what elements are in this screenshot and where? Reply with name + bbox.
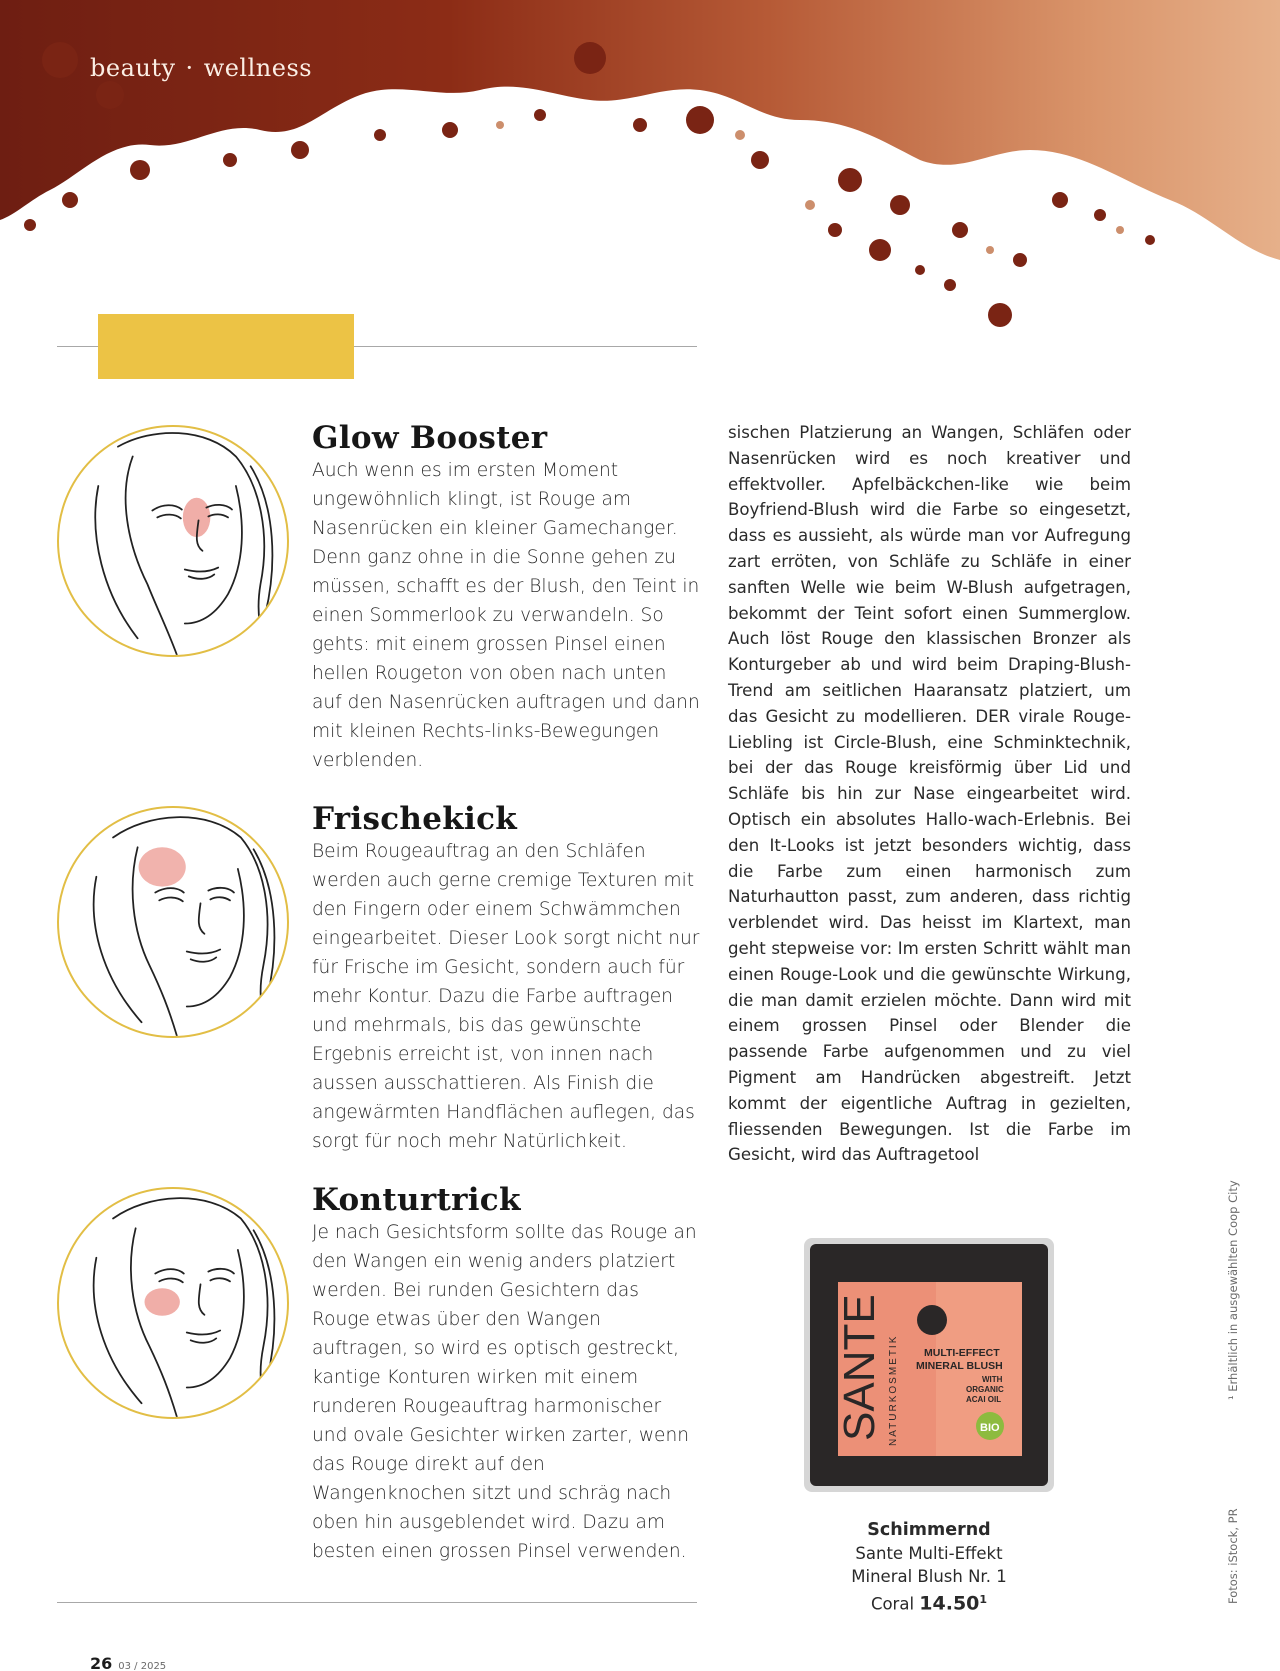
caption-line-2: Mineral Blush Nr. 1 (851, 1567, 1007, 1586)
issue-number: 03 / 2025 (118, 1661, 167, 1671)
frischekick-text: Beim Rougeauftrag an den Schläfen werden auch gerne cremige Texturen mit den Fingern oder einem Schwämmchen eingearbeitet. Dieser Look sorgt nicht nur für Frische im Gesicht, sondern auch für mehr Kontur. Dazu die Farbe auftragen und mehrmals, bis das gewünschte Ergebnis erreicht ist, von innen nach aussen ausschattieren. Als Finish die angewärmten Handflächen auflegen, das sorgt für noch mehr Natürlichkeit. (312, 841, 700, 1152)
product-line-1: MULTI-EFFECT (924, 1347, 1000, 1359)
glow-booster-title: Glow Booster (312, 420, 548, 456)
product-brand-sub: NATURKOSMETIK (888, 1334, 899, 1446)
product-line-2: MINERAL BLUSH (916, 1360, 1003, 1372)
glow-booster-text: Auch wenn es im ersten Moment ungewöhnlich klingt, ist Rouge am Nasenrücken ein kleiner Gamechanger. Denn ganz ohne in die Sonne gehen zu müssen, schafft es der Blush, den Teint in einen Sommerlook zu verwandeln. So gehts: mit einem grossen Pinsel einen hellen Rougeton von oben nach unten auf den Nasenrücken auftragen und dann mit kleinen Rechts-links-Bewegungen verblenden. (312, 460, 700, 771)
face-illustration-cheek-blush (57, 1187, 289, 1419)
page-number: 26 (90, 1654, 113, 1671)
section-label-right: wellness (203, 54, 313, 82)
rouge-powder-header-image (0, 0, 1280, 330)
caption-title: Schimmernd (867, 1520, 991, 1540)
product-caption (800, 1519, 1058, 1616)
frischekick-title: Frischekick (312, 801, 518, 837)
photo-credit: Fotos: iStock, PR (1226, 1508, 1240, 1604)
availability-footnote: ¹ Erhältlich in ausgewählten Coop City (1226, 1180, 1240, 1400)
sante-blush-product-image (802, 1236, 1056, 1494)
glow-booster-block (312, 420, 702, 775)
product-line-3: WITH (982, 1375, 1003, 1384)
face-illustration-nose-blush (57, 425, 289, 657)
face-illustration-temple-blush (57, 806, 289, 1038)
product-line-5: ACAI OIL (966, 1395, 1002, 1404)
konturtrick-text: Je nach Gesichtsform sollte das Rouge an den Wangen ein wenig anders platziert werden. Bei runden Gesichtern das Rouge etwas über den Wangen auftragen, so wird es optisch gestreckt, kantige Konturen wirken mit einem runderen Rougeauftrag harmonischer und ovale Gesichter wirken zarter, wenn das Rouge direkt auf den Wangenknochen sitzt und schräg nach oben hin ausgeblendet wird. Dazu am besten einen grossen Pinsel verwenden. (312, 1222, 697, 1562)
section-label-left: beauty (90, 54, 176, 82)
section-label: beauty · wellness (90, 54, 313, 82)
bio-badge: BIO (980, 1422, 1000, 1434)
page-footer (90, 1654, 166, 1671)
yellow-tag-block (98, 314, 354, 379)
caption-shade: Coral (870, 1594, 915, 1614)
right-column-text: sischen Platzierung an Wangen, Schläfen oder Nasenrücken wird es noch kreativer und effektvoller. Apfelbäckchen-like wie beim Boyfriend-Blush wird die Farbe so eingesetzt, dass es aussieht, als würde man vor Aufregung zart erröten, von Schläfe zu Schläfe in einer sanften Welle wie beim W-Blush aufgetragen, bekommt der Teint sofort einen Summerglow. Auch löst Rouge den klassischen Bronzer als Konturgeber ab und wird beim Draping-Blush-Trend am seitlichen Haaransatz platziert, um das Gesicht zu modellieren. DER virale Rouge-Liebling ist Circle-Blush, eine Schminktechnik, bei der das Rouge kreisförmig über Lid und Schläfe bis hin zur Nase eingearbeitet wird. Optisch ein absolutes Hallo-wach-Erlebnis. Bei den It-Looks ist jetzt besonders wichtig, dass die Farbe zum einen harmonisch zum Naturhautton passt, zum anderen, dass richtig verblendet wird. Das heisst im Klartext, man geht stepweise vor: Im ersten Schritt wählt man einen Rouge-Look und die gewünschte Wirkung, die man damit erzielen möchte. Dann wird mit einem grossen Pinsel oder Blender die passende Farbe aufgenommen und zu viel Pigment am Handrücken abgestreift. Jetzt kommt der eigentliche Auftrag in gezielten, fliessenden Bewegungen. Ist die Farbe im Gesicht, wird das Auftragetool (728, 423, 1131, 1165)
caption-price: 14.50 (919, 1592, 980, 1615)
konturtrick-block (312, 1182, 702, 1566)
frischekick-block (312, 801, 702, 1156)
caption-footnote-mark: 1 (979, 1593, 988, 1606)
product-line-4: ORGANIC (966, 1385, 1004, 1394)
bottom-divider (57, 1602, 697, 1603)
product-brand: SANTE (835, 1294, 884, 1441)
caption-line-1: Sante Multi-Effekt (855, 1544, 1003, 1563)
konturtrick-title: Konturtrick (312, 1182, 521, 1218)
